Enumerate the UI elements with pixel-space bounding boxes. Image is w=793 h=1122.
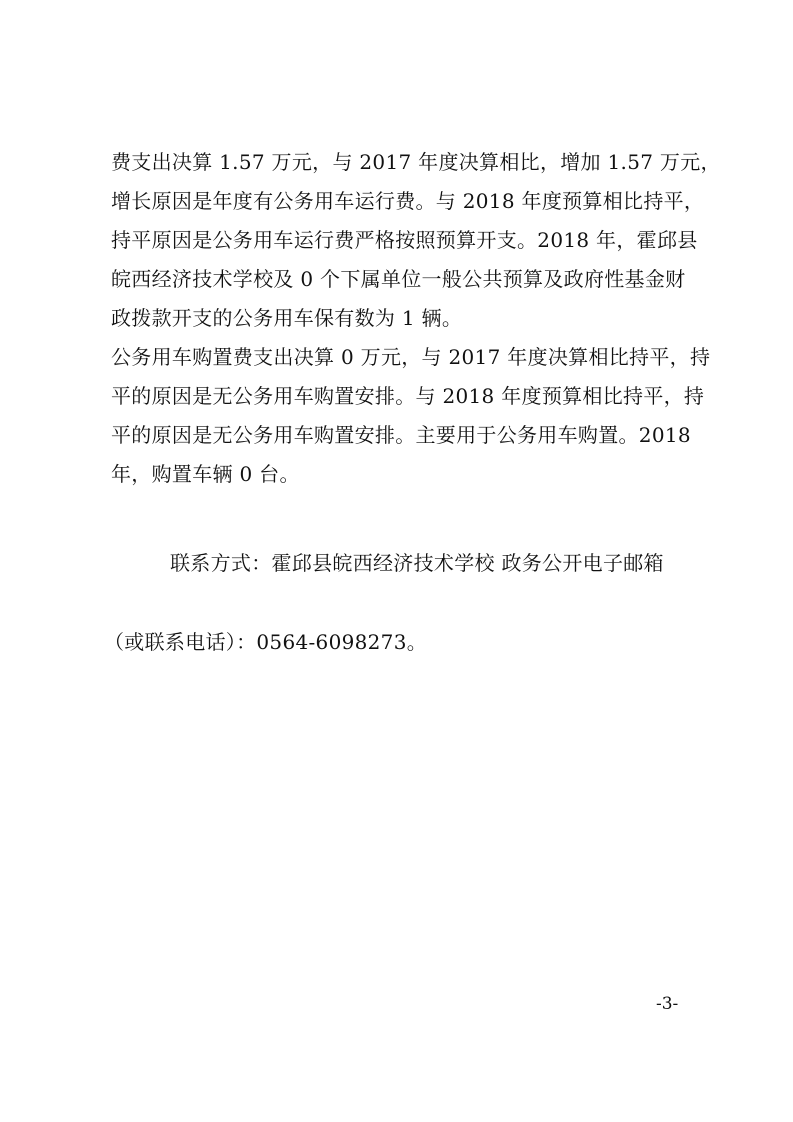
page-number: -3- (656, 994, 679, 1014)
contact-phone-line: （或联系电话）：0564-6098273。 (104, 630, 428, 654)
paragraph-line: 皖西经济技术学校及 0 个下属单位一般公共预算及政府性基金财 (111, 267, 686, 291)
paragraph-line: 增长原因是年度有公务用车运行费。与 2018 年度预算相比持平， (111, 189, 705, 213)
paragraph-line: 政拨款开支的公务用车保有数为 1 辆。 (111, 306, 463, 330)
paragraph-line: 费支出决算 1.57 万元，与 2017 年度决算相比，增加 1.57 万元， (111, 150, 721, 174)
paragraph-line: 持平原因是公务用车运行费严格按照预算开支。2018 年，霍邱县 (111, 228, 698, 252)
paragraph-line: 平的原因是无公务用车购置安排。主要用于公务用车购置。2018 (111, 423, 691, 447)
contact-info-line: 联系方式：霍邱县皖西经济技术学校 政务公开电子邮箱 (170, 551, 664, 575)
paragraph-line: 公务用车购置费支出决算 0 万元，与 2017 年度决算相比持平，持 (111, 345, 711, 369)
paragraph-line: 年，购置车辆 0 台。 (111, 462, 300, 486)
paragraph-line: 平的原因是无公务用车购置安排。与 2018 年度预算相比持平，持 (111, 384, 705, 408)
